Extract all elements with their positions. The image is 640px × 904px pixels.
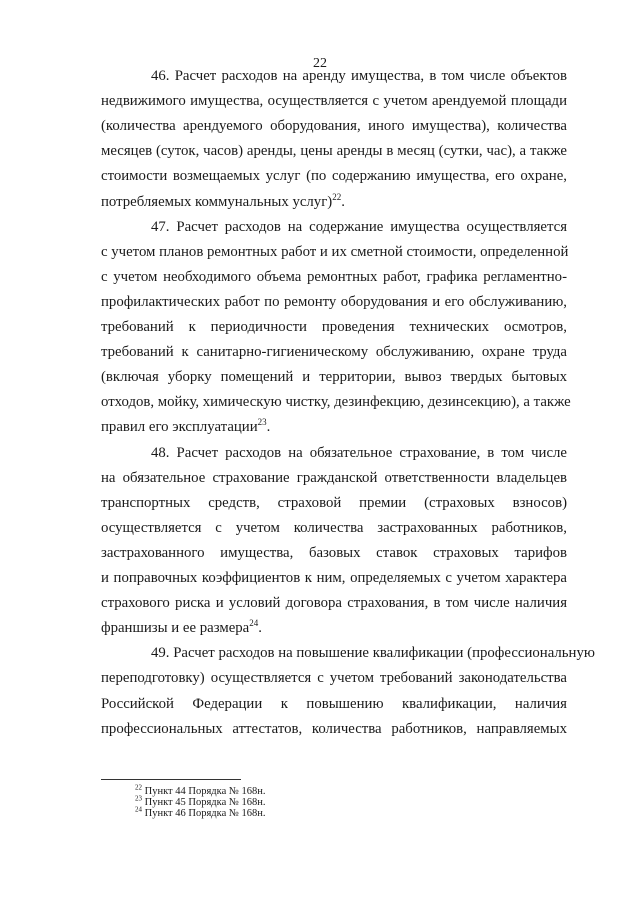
text-line: правил его эксплуатации$^{23}$.	[101, 417, 271, 436]
text-line: (количества арендуемого оборудования, иного имущества), количества	[101, 118, 567, 135]
text-line: профессиональных аттестатов, количества работников, направляемых	[101, 720, 567, 737]
footnote: $^{23}$ Пункт 45 Порядка № 168н.	[135, 794, 266, 808]
text-line: отходов, мойку, химическую чистку, дезинфекцию, дезинсекцию), а также	[101, 394, 571, 411]
footnote-ref: 24	[249, 618, 259, 629]
text-line: страхового риска и условий договора страхования, в том числе наличия	[101, 595, 567, 612]
page-number: 22	[313, 56, 327, 71]
text-line: требований к периодичности проведения технических осмотров,	[101, 319, 567, 335]
text-line: недвижимого имущества, осуществляется с учетом арендуемой площади	[101, 93, 567, 110]
paragraph-first-line: 48. Расчет расходов на обязательное страхование, в том числе	[151, 444, 567, 461]
text-line: переподготовку) осуществляется с учетом требований законодательства	[101, 670, 567, 687]
text-line: на обязательное страхование гражданской ответственности владельцев	[101, 469, 567, 486]
text-line: транспортных средств, страховой премии (страховых взносов)	[101, 494, 567, 511]
text-line: с учетом планов ремонтных работ и их сметной стоимости, определенной	[101, 243, 569, 260]
text-line: с учетом необходимого объема ремонтных работ, графика регламентно-	[101, 268, 567, 285]
text-line: стоимости возмещаемых услуг (по содержанию имущества, его охране,	[101, 168, 567, 185]
text-line: месяцев (суток, часов) аренды, цены аренды в месяц (сутки, час), а также	[101, 143, 567, 160]
text-line: потребляемых коммунальных услуг)$^{22}$.	[101, 191, 345, 210]
paragraph-first-line: 47. Расчет расходов на содержание имущества осуществляется	[151, 218, 567, 235]
text-line: Российской Федерации к повышению квалификации, наличия	[101, 695, 567, 712]
text-line: и поправочных коэффициентов к ним, определяемых с учетом характера	[101, 570, 567, 586]
paragraph-first-line: 46. Расчет расходов на аренду имущества, в том числе объектов	[151, 68, 567, 84]
footnote: $^{22}$ Пункт 44 Порядка № 168н.	[135, 783, 266, 797]
text-line: франшизы и ее размера$^{24}$.	[101, 618, 262, 637]
paragraph-first-line: 49. Расчет расходов на повышение квалификации (профессиональную	[151, 645, 595, 662]
footnote-ref: 22	[332, 191, 342, 202]
footnote: $^{24}$ Пункт 46 Порядка № 168н.	[135, 805, 266, 819]
text-line: (включая уборку помещений и территории, вывоз твердых бытовых	[101, 369, 567, 386]
text-line: осуществляется с учетом количества застрахованных работников,	[101, 519, 567, 536]
text-line: застрахованного имущества, базовых ставок страховых тарифов	[101, 544, 567, 561]
text-line: требований к санитарно-гигиеническому обслуживанию, охране труда	[101, 344, 567, 361]
text-line: профилактических работ по ремонту оборудования и его обслуживанию,	[101, 293, 567, 310]
footnote-separator	[101, 779, 241, 780]
footnote-ref: 23	[257, 417, 267, 428]
